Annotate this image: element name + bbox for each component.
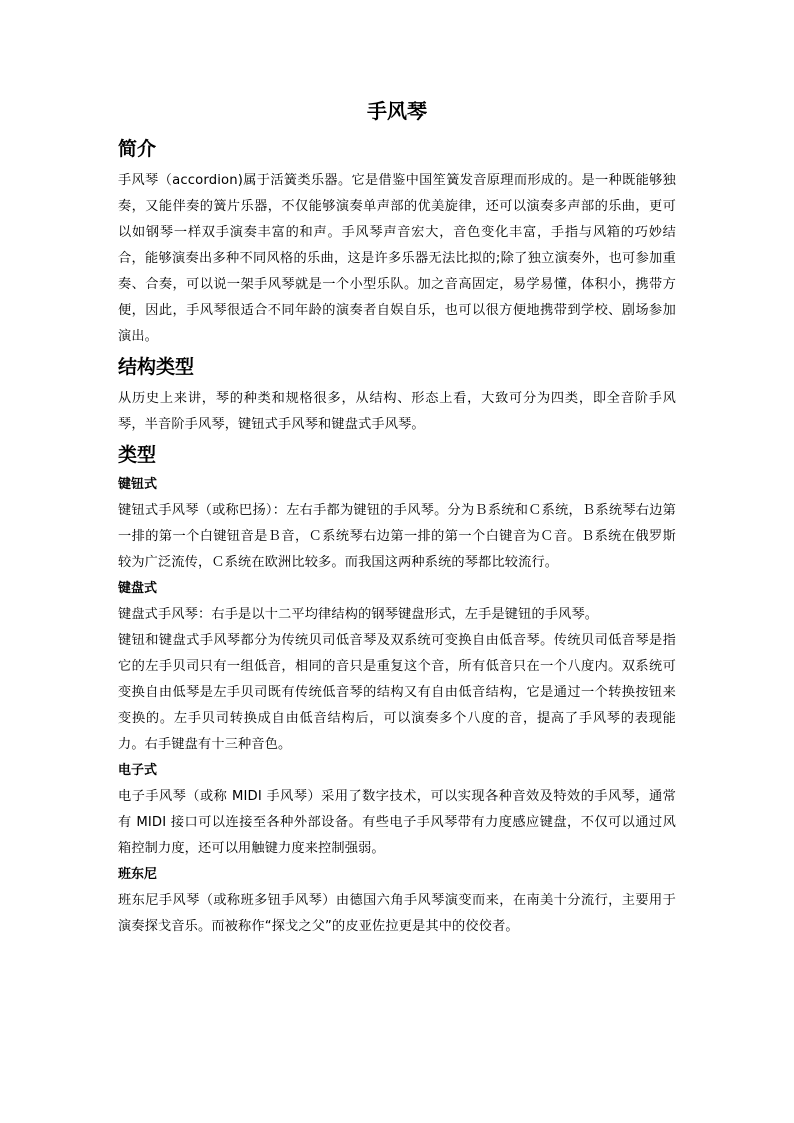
keyboard-type-paragraph-1: 键盘式手风琴：右手是以十二平均律结构的钢琴键盘形式，左手是键钮的手风琴。	[118, 607, 599, 622]
subheading-button-type: 键钮式	[118, 477, 158, 492]
document-title: 手风琴	[367, 99, 427, 123]
section-heading-intro: 简介	[118, 138, 157, 160]
subheading-bandoneon-type: 班东尼	[118, 867, 158, 882]
bandoneon-type-paragraph: 班东尼手风琴（或称班多钮手风琴）由德国六角手风琴演变而来，在南美十分流行，主要用于演奏探戈音乐。而被称作“探戈之父”的皮亚佐拉更是其中的佼佼者。	[118, 893, 676, 934]
button-type-paragraph: 键钮式手风琴（或称巴扬）：左右手都为键钮的手风琴。分为Ｂ系统和Ｃ系统，Ｂ系统琴右边第一排的第一个白键钮音是Ｂ音，Ｃ系统琴右边第一排的第一个白键音为Ｃ音。Ｂ系统在俄罗斯较为广泛流传，Ｃ系统在欧洲比较多。而我国这两种系统的琴都比较流行。	[118, 503, 676, 570]
electronic-type-paragraph: 电子手风琴（或称 MIDI 手风琴）采用了数字技术，可以实现各种音效及特效的手风琴，通常有 MIDI 接口可以连接至各种外部设备。有些电子手风琴带有力度感应键盘，不仅可以通过风箱控制力度，还可以用触键力度来控制强弱。	[118, 789, 676, 856]
subheading-keyboard-type: 键盘式	[118, 581, 158, 596]
section-heading-types: 类型	[118, 444, 157, 466]
intro-paragraph: 手风琴（accordion)属于活簧类乐器。它是借鉴中国笙簧发音原理而形成的。是一种既能够独奏，又能伴奏的簧片乐器，不仅能够演奏单声部的优美旋律，还可以演奏多声部的乐曲，更可以如钢琴一样双手演奏丰富的和声。手风琴声音宏大，音色变化丰富，手指与风箱的巧妙结合，能够演奏出多种不同风格的乐曲，这是许多乐器无法比拟的;除了独立演奏外，也可参加重奏、合奏，可以说一架手风琴就是一个小型乐队。加之音高固定，易学易懂，体积小，携带方便，因此，手风琴很适合不同年龄的演奏者自娱自乐，也可以很方便地携带到学校、剧场参加演出。	[118, 173, 676, 344]
subheading-electronic-type: 电子式	[118, 763, 158, 778]
keyboard-type-paragraph-2: 键钮和键盘式手风琴都分为传统贝司低音琴及双系统可变换自由低音琴。传统贝司低音琴是指它的左手贝司只有一组低音，相同的音只是重复这个音，所有低音只在一个八度内。双系统可变换自由低琴是左手贝司既有传统低音琴的结构又有自由低音结构，它是通过一个转换按钮来变换的。左手贝司转换成自由低音结构后，可以演奏多个八度的音，提高了手风琴的表现能力。右手键盘有十三种音色。	[118, 633, 676, 752]
structure-paragraph: 从历史上来讲，琴的种类和规格很多，从结构、形态上看，大致可分为四类，即全音阶手风琴，半音阶手风琴，键钮式手风琴和键盘式手风琴。	[118, 391, 676, 432]
section-heading-structure: 结构类型	[118, 356, 195, 378]
